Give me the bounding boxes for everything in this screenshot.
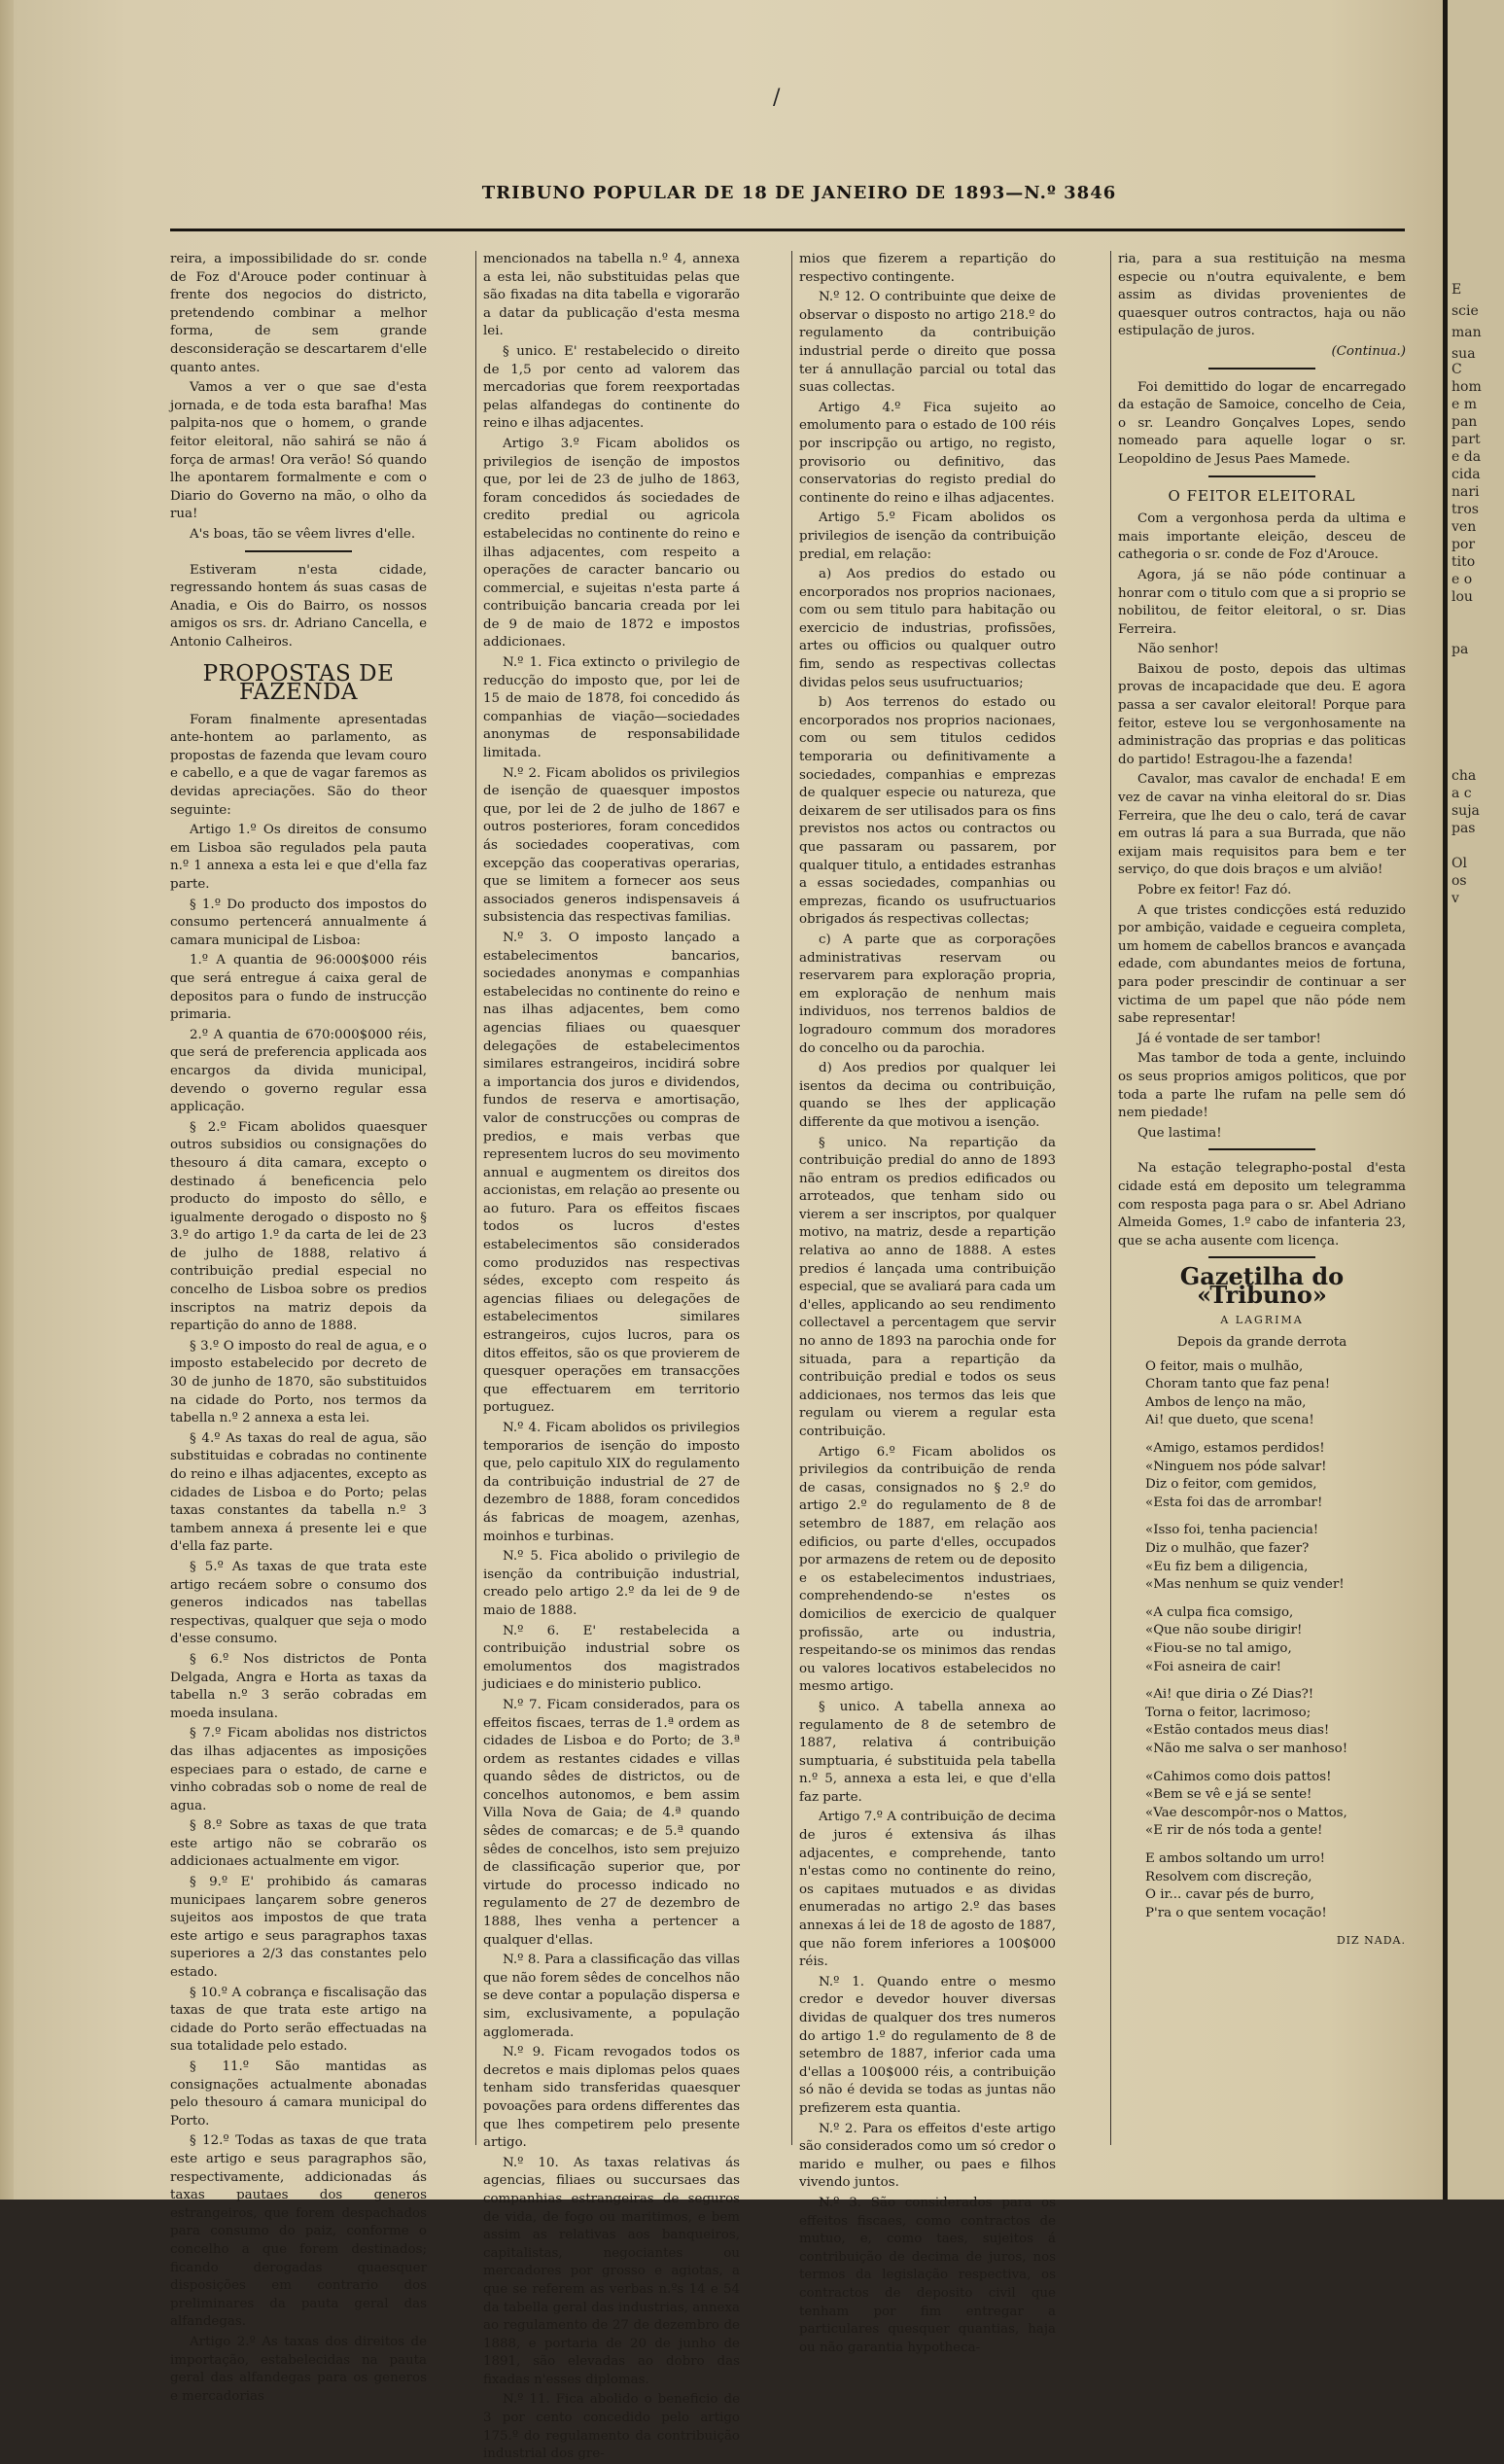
paragraph: § unico. Na repartição da contribuição predial do anno de 1893 não entram os predios edificados ou arroteados, que tenham sido ou vierem a ser inscriptos, por qualquer motivo, na matriz, desde a repartição relativa ao anno de 1888. A estes predios é lançada uma contribuição especial, que se avaliará para cada um d'elles, applicando ao seu rendimento collectavel a percentagem que servir no anno de 1893 na parochia onde for situada, para a repartição da contribuição predial e todos os seus addicionaes, nos termos das leis que regulam ou vierem a regular esta contribuição.: [799, 1135, 1056, 1439]
verse-line: «Bem se vê e já se sente!: [1145, 1787, 1312, 1803]
section-title-gazetilha: Gazetilha do «Tribuno»: [1179, 1262, 1345, 1309]
paragraph: Agora, já se não póde continuar a honrar com o titulo com que a si proprio se nobilitou, de feitor eleitoral, o sr. Dias Ferreira.: [1118, 567, 1406, 637]
paragraph: N.º 1. Quando entre o mesmo credor e devedor houver diversas dividas de qualquer dos tres numeros do artigo 1.º do regulamento de 8 de setembro de 1887, inferior cada uma d'ellas a 100$000 réis, a contribuição só não é devida se todas as juntas não prefizerem esta quantia.: [799, 1974, 1056, 2116]
paragraph: N.º 10. As taxas relativas ás agencias, filiaes ou succursaes das companhias estrangeiras de seguros de vida, de fogo ou maritimos, e bem assim as relativas aos banqueiros, capitalistas, negociantes ou mercadores por grosso e agiotas, a que se referem as verbas n.ºs 14 e 54 da tabella geral das industrias, annexa ao regulamento de 27 de dezembro de 1888, e portaria de 20 de junho de 1891, são elevadas ao dobro das fixadas n'esses diplomas.: [483, 2155, 740, 2387]
next-page-fragment: por: [1452, 537, 1476, 552]
paragraph: N.º 6. E' restabelecida a contribuição industrial sobre os emolumentos dos magistrados judiciaes e do ministerio publico.: [483, 1623, 740, 1693]
next-page-fragment: pa: [1452, 642, 1469, 657]
paragraph: A's boas, tão se vêem livres d'elle.: [190, 526, 416, 542]
column-divider: [791, 251, 792, 2145]
paragraph: Mas tambor de toda a gente, incluindo os seus proprios amigos politicos, que por toda a parte lhe rufam na pelle sem dó nem piedade!: [1118, 1051, 1406, 1121]
stanza: [1118, 1604, 1406, 1676]
next-page-fragment: tros: [1452, 502, 1479, 517]
next-page-fragment: man: [1452, 325, 1482, 340]
paragraph: Artigo 2.º As taxas dos direitos de importação, estabelecidas na pauta geral das alfandegas para os generos e mercadorias: [170, 2334, 427, 2404]
separator: [1208, 368, 1315, 370]
paragraph: § 9.º E' prohibido ás camaras municipaes lançarem sobre generos sujeitos aos impostos de que trata este artigo e seus paragraphos taxas superiores a 2/3 das constantes pelo estado.: [170, 1875, 427, 1981]
paragraph: § 7.º Ficam abolidas nos districtos das ilhas adjacentes as imposições especiaes para o estado, de carne e vinho cobradas sob o nome de real de agua.: [170, 1726, 427, 1813]
verse-line: «Eu fiz bem a diligencia,: [1145, 1559, 1309, 1574]
verse-line: «Fiou-se no tal amigo,: [1145, 1640, 1292, 1656]
next-page-fragment: e da: [1452, 449, 1482, 465]
column-divider: [475, 251, 476, 2145]
paragraph: § 1.º Do producto dos impostos do consumo pertencerá annualmente á camara municipal de Lisboa:: [170, 897, 427, 948]
verse-line: «E rir de nós toda a gente!: [1145, 1823, 1323, 1839]
paragraph: mencionados na tabella n.º 4, annexa a esta lei, não substituidas pelas que são fixadas na dita tabella e vigorarão a datar da publicação d'esta mesma lei.: [483, 252, 740, 339]
paragraph: N.º 1. Fica extincto o privilegio de reducção do imposto que, por lei de 15 de maio de 1878, foi concedido ás companhias de viação—sociedades anonymas de responsabilidade limitada.: [483, 655, 740, 761]
verse-line: Diz o mulhão, que fazer?: [1145, 1541, 1310, 1556]
verse-line: E ambos soltando um urro!: [1145, 1850, 1326, 1866]
column-1: [170, 251, 427, 2404]
stanza: [1118, 1769, 1406, 1841]
column-3: [799, 251, 1056, 2355]
stanza: [1118, 1358, 1406, 1430]
next-page-fragment: hom: [1452, 379, 1482, 395]
section-title-propostas: PROPOSTAS DE FAZENDA: [202, 661, 395, 706]
paragraph: N.º 2. Ficam abolidos os privilegios de isenção de quaesquer impostos que, por lei de 2 de julho de 1867 e outros posteriores, foram concedidos ás sociedades cooperativas, com excepção das cooperativas operarias, que se limitem a fornecer aos seus associados generos indispensaveis á subsistencia das respectivas familias.: [483, 765, 740, 926]
page-number: /: [773, 86, 781, 110]
verse-line: «Ninguem nos póde salvar!: [1145, 1459, 1327, 1474]
next-page-fragment: pan: [1452, 414, 1478, 430]
verse-line: «Que não soube dirigir!: [1145, 1623, 1303, 1638]
next-page-fragment: nari: [1452, 484, 1480, 500]
paragraph: Artigo 1.º Os direitos de consumo em Lisboa são regulados pela pauta n.º 1 annexa a esta lei e que d'ella faz parte.: [170, 823, 427, 892]
paragraph: N.º 7. Ficam considerados, para os effeitos fiscaes, terras de 1.ª ordem as cidades de Lisboa e do Porto; de 3.ª ordem as restantes cidades e villas quando sêdes de districtos, ou de concelhos autonomos, e bem assim Villa Nova de Gaia; de 4.ª quando sêdes de comarcas; e de 5.ª quando sêdes de concelhos, isto sem prejuizo de classificação superior que, por virtude do processo indicado no regulamento de 27 de dezembro de 1888, lhes venha a pertencer a qualquer d'ellas.: [483, 1697, 740, 1948]
paragraph: Já é vontade de ser tambor!: [1137, 1031, 1321, 1046]
verse-line: «Mas nenhum se quiz vender!: [1145, 1577, 1345, 1593]
verse-line: Ai! que dueto, que scena!: [1145, 1413, 1314, 1428]
verse-line: Resolvem com discreção,: [1145, 1869, 1312, 1884]
separator: [1208, 475, 1315, 477]
stanza: [1118, 1686, 1406, 1758]
next-page-fragment: tito: [1452, 554, 1476, 570]
paragraph: a) Aos predios do estado ou encorporados nos proprios nacionaes, com ou sem titulo para habitação ou exercicio de industrias, profissões, artes ou officios ou qualquer outro fim, sendo as respectivas collectas dividas pelos seus usufructuarios;: [799, 567, 1056, 690]
paragraph: Na estação telegrapho-postal d'esta cidade está em deposito um telegramma com resposta paga para o sr. Abel Adriano Almeida Gomes, 1.º cabo de infanteria 23, que se acha ausente com licença.: [1118, 1161, 1406, 1249]
paragraph: Vamos a ver o que sae d'esta jornada, e de toda esta barafha! Mas palpita-nos que o homem, o grande feitor eleitoral, não sahirá se não á força de armas! Ora verão! Só quando lhe apontarem formalmente e com o Diario do Governo na mão, o olho da rua!: [170, 380, 427, 522]
paragraph: Artigo 5.º Ficam abolidos os privilegios de isenção da contribuição predial, em relação:: [799, 510, 1056, 562]
poem-subtitle: Depois da grande derrota: [1176, 1335, 1347, 1351]
continua-note: (Continua.): [1331, 343, 1406, 359]
paragraph: N.º 4. Ficam abolidos os privilegios temporarios de isenção do imposto que, pelo capitulo XIX do regulamento da contribuição industrial de 27 de dezembro de 1888, foram concedidos ás fabricas de moagem, azenhas, moinhos e turbinas.: [483, 1421, 740, 1544]
paragraph: ria, para a sua restituição na mesma especie ou n'outra equivalente, e bem assim as dividas provenientes de quaesquer outros contractos, haja ou não estipulação de juros.: [1118, 252, 1406, 339]
paragraph: § unico. E' restabelecido o direito de 1,5 por cento ad valorem das mercadorias que forem reexportadas pelas alfandegas do continente do reino e ilhas adjacentes.: [483, 343, 740, 432]
verse-line: «Esta foi das de arrombar!: [1145, 1495, 1323, 1510]
next-page-fragment: scie: [1452, 303, 1479, 319]
paragraph: N.º 12. O contribuinte que deixe de observar o disposto no artigo 218.º do regulamento da contribuição industrial perde o direito que possa ter á annullação parcial ou total das suas collectas.: [799, 290, 1056, 396]
stanza: [1118, 1522, 1406, 1594]
verse-line: «Não me salva o ser manhoso!: [1145, 1741, 1348, 1756]
paragraph: Baixou de posto, depois das ultimas provas de incapacidade que deu. E agora passa a ser cavalor eleitoral! Porque para feitor, esteve lou se vergonhosamente na administração das proprias e das politicas do partido! Estragou-lhe a fazenda!: [1118, 661, 1406, 767]
next-page-fragment: ven: [1452, 519, 1477, 535]
next-page-fragment: cida: [1452, 467, 1481, 482]
verse-line: Ambos de lenço na mão,: [1145, 1394, 1307, 1410]
paragraph: N.º 11. Fica abolido o beneficio de 3 por cento concedido pelo artigo 175.º do regulamento da contribuição industrial dos gre-: [483, 2392, 740, 2462]
running-header: TRIBUNO POPULAR DE 18 DE JANEIRO DE 1893—N.º 3846: [481, 183, 1117, 203]
paragraph: § 4.º As taxas do real de agua, são substituidas e cobradas no continente do reino e ilhas adjacentes, excepto as cidades de Lisboa e do Porto; pelas taxas constantes da tabella n.º 3 tambem annexa á presente lei e que d'ella faz parte.: [170, 1430, 427, 1555]
next-page-fragment: e m: [1452, 397, 1478, 412]
next-page-edge: [1448, 0, 1504, 2200]
separator: [1208, 1256, 1315, 1258]
next-page-fragment: os: [1452, 873, 1467, 889]
next-page-fragment: suja: [1452, 803, 1480, 819]
verse-line: Choram tanto que faz pena!: [1145, 1377, 1331, 1392]
paragraph: Estiveram n'esta cidade, regressando hontem ás suas casas de Anadia, e Ois do Bairro, os nossos amigos os srs. dr. Adriano Cancella, e Antonio Calheiros.: [170, 562, 427, 650]
stanza: [1118, 1850, 1406, 1922]
paragraph: § 5.º As taxas de que trata este artigo recáem sobre o consumo dos generos indicados nas tabellas respectivas, qualquer que seja o modo d'esse consumo.: [170, 1559, 427, 1647]
section-title-feitor: O FEITOR ELEITORAL: [1168, 486, 1356, 505]
paragraph: Artigo 7.º A contribuição de decima de juros é extensiva ás ilhas adjacentes, e comprehende, tanto n'estas como no continente do reino, os capitaes mutuados e as dividas enumeradas no artigo 2.º das bases annexas á lei de 18 de agosto de 1887, que não forem inferiores a 100$000 réis.: [799, 1810, 1056, 1970]
paragraph: Pobre ex feitor! Faz dó.: [1137, 883, 1292, 898]
verse-line: P'ra o que sentem vocação!: [1145, 1905, 1327, 1920]
verse-line: «A culpa fica comsigo,: [1145, 1604, 1294, 1620]
paragraph: § unico. A tabella annexa ao regulamento de 8 de setembro de 1887, relativa á contribuição sumptuaria, é substituida pela tabella n.º 5, annexa a esta lei, e que d'ella faz parte.: [799, 1699, 1056, 1805]
paragraph: Não senhor!: [1137, 642, 1219, 657]
separator: [245, 550, 352, 552]
paragraph: § 10.º A cobrança e fiscalisação das taxas de que trata este artigo na cidade do Porto serão effectuadas na sua totalidade pelo estado.: [170, 1985, 427, 2055]
next-page-fragment: sua: [1452, 346, 1476, 362]
paragraph: N.º 2. Para os effeitos d'este artigo são considerados como um só credor o marido e mulher, ou paes e filhos vivendo juntos.: [799, 2121, 1056, 2191]
paragraph: § 3.º O imposto do real de agua, e o imposto estabelecido por decreto de 30 de junho de 1870, são substituidos na cidade do Porto, nos termos da tabella n.º 2 annexa a esta lei.: [170, 1338, 427, 1426]
poem: [1118, 1358, 1406, 1923]
paragraph: N.º 8. Para a classificação das villas que não forem sêdes de concelhos não se deve contar a população dispersa e sim, exclusivamente, a população agglomerada.: [483, 1953, 740, 2040]
header-rule: [170, 229, 1405, 231]
paragraph: b) Aos terrenos do estado ou encorporados nos proprios nacionaes, com ou sem titulos cedidos temporaria ou definitivamente a sociedades, companhias e emprezas de qualquer especie ou natureza, que deixarem de ser utilisados para os fins previstos nos actos ou contractos ou que passaram ou passarem, por qualquer titulo, a entidades estranhas a essas sociedades, companhias ou emprezas, ficando os usufructuarios obrigados ás respectivas collectas;: [799, 695, 1056, 928]
paragraph: § 12.º Todas as taxas de que trata este artigo e seus paragraphos são, respectivamente, addicionadas ás taxas pautaes dos generos estrangeiros, que forem despachados para consumo do paiz, conforme o concelho a que forem destinados; ficando derogadas quaesquer disposições em contrario dos preliminares da pauta geral das alfandegas.: [170, 2133, 427, 2330]
next-page-fragment: e o: [1452, 572, 1473, 587]
paragraph: 2.º A quantia de 670:000$000 réis, que será de preferencia applicada aos encargos da divida municipal, devendo o governo regular essa applicação.: [170, 1027, 427, 1115]
column-2: [483, 251, 740, 2462]
paragraph: d) Aos predios por qualquer lei isentos da decima ou contribuição, quando se lhes der applicação differente da que motivou a isenção.: [799, 1061, 1056, 1130]
paragraph: § 8.º Sobre as taxas de que trata este artigo não se cobrarão os addicionaes actualmente em vigor.: [170, 1818, 427, 1870]
paragraph: Cavalor, mas cavalor de enchada! E em vez de cavar na vinha eleitoral do sr. Dias Ferreira, que lhe deu o calo, terá de cavar em outras lá para a sua Burrada, que não exijam mais requisitos para bem e ter serviço, do que dois braços e um alvião!: [1118, 772, 1406, 878]
verse-line: O feitor, mais o mulhão,: [1145, 1358, 1304, 1374]
paragraph: § 2.º Ficam abolidos quaesquer outros subsidios ou consignações do thesouro á dita camara, excepto o destinado á beneficencia pelo producto do imposto do sêllo, e igualmente derogado o disposto no § 3.º do artigo 1.º da carta de lei de 23 de julho de 1888, relativo á contribuição predial especial no concelho de Lisboa sobre os predios inscriptos na matriz depois da repartição do anno de 1888.: [170, 1119, 427, 1334]
next-page-fragment: lou: [1452, 589, 1473, 605]
poem-title: A LAGRIMA: [1220, 1314, 1304, 1327]
column-4: [1118, 251, 1406, 2147]
next-page-fragment: a c: [1452, 786, 1472, 801]
next-page-fragment: part: [1452, 432, 1481, 447]
next-page-fragment: v: [1452, 891, 1459, 906]
next-page-fragment: pas: [1452, 821, 1476, 836]
paragraph: A que tristes condicções está reduzido por ambição, vaidade e cegueira completa, um homem de cabellos brancos e avançada edade, com abundantes meios de fortuna, para poder prescindir de continuar a ser victima de um papel que não póde nem sabe representar!: [1118, 902, 1406, 1027]
verse-line: Torna o feitor, lacrimoso;: [1145, 1705, 1312, 1720]
paragraph: Foi demittido do logar de encarregado da estação de Samoice, concelho de Ceia, o sr. Leandro Gonçalves Lopes, sendo nomeado para aquelle logar o sr. Leopoldino de Jesus Paes Mamede.: [1118, 379, 1406, 467]
paragraph: § 6.º Nos districtos de Ponta Delgada, Angra e Horta as taxas da tabella n.º 3 serão cobradas em moeda insulana.: [170, 1651, 427, 1721]
verse-line: O ir... cavar pés de burro,: [1145, 1887, 1314, 1903]
paragraph: § 11.º São mantidas as consignações actualmente abonadas pelo thesouro á camara municipal do Porto.: [170, 2059, 427, 2129]
poem-signature: DIZ NADA.: [1336, 1934, 1406, 1948]
verse-line: «Ai! que diria o Zé Dias?!: [1145, 1687, 1314, 1703]
paragraph: Artigo 4.º Fica sujeito ao emolumento para o estado de 100 réis por inscripção ou artigo, no registo, provisorio ou definitivo, das conservatorias do registo predial do continente do reino e ilhas adjacentes.: [799, 400, 1056, 506]
paragraph: 1.º A quantia de 96:000$000 réis que será entregue á caixa geral de depositos para o fundo de instrucção primaria.: [170, 953, 427, 1023]
paragraph: c) A parte que as corporações administrativas reservam ou reservarem para exploração propria, em exploração de nenhum mais individuos, nos terrenos baldios de logradouro commum dos moradores do concelho ou da parochia.: [799, 932, 1056, 1056]
paragraph: reira, a impossibilidade do sr. conde de Foz d'Arouce poder continuar à frente dos negocios do districto, pretendendo combinar a melhor forma, de sem grande desconsideração se descartarem d'elle quanto antes.: [170, 252, 427, 375]
verse-line: «Cahimos como dois pattos!: [1145, 1769, 1332, 1784]
paragraph: N.º 3. O imposto lançado a estabelecimentos bancarios, sociedades anonymas e companhias estabelecidas no continente do reino e nas ilhas adjacentes, bem como agencias filiaes ou quaesquer delegações de estabelecimentos similares estrangeiros, incidirá sobre a importancia dos juros e dividendos, fundos de reserva e amortisação, valor de construcções ou compras de predios, e mais verbas que representem lucros do seu movimento annual e augmentem os direitos dos accionistas, em relação ao presente ou ao futuro. Para os effeitos fiscaes todos os lucros d'estes estabelecimentos são considerados como produzidos nas respectivas sédes, excepto com respeito ás agencias filiaes ou delegações de estabelecimentos similares estrangeiros, cujos lucros, para os ditos effeitos, são os que provierem de quesquer operações em transacções que effectuarem em territorio portuguez.: [483, 930, 740, 1416]
verse-line: «Amigo, estamos perdidos!: [1145, 1441, 1325, 1457]
paragraph: N.º 5. Fica abolido o privilegio de isenção da contribuição industrial, creado pelo artigo 2.º da lei de 9 de maio de 1888.: [483, 1549, 740, 1618]
paragraph: Com a vergonhosa perda da ultima e mais importante eleição, desceu de cathegoria o sr. conde de Foz d'Arouce.: [1118, 511, 1406, 563]
next-page-fragment: C: [1452, 362, 1462, 377]
column-divider: [1110, 251, 1111, 2145]
paragraph: N.º 9. Ficam revogados todos os decretos e mais diplomas pelos quaes tenham sido transferidas quaesquer povoações para ordens differentes das que lhes competirem pelo presente artigo.: [483, 2045, 740, 2151]
paragraph: N.º 3. São considerados para os effeitos fiscaes, como contractos de mutuo, e, como taes, sujeitos á contribuição de decima de juros, nos termos da legislação respectiva, os contractos de deposito civil que tenham por fim entregar a particulares quesquer quantias, haja ou não garantia hypotheca-: [799, 2195, 1056, 2355]
next-page-fragment: E: [1452, 282, 1462, 298]
separator: [1208, 1148, 1315, 1150]
paragraph: Artigo 6.º Ficam abolidos os privilegios da contribuição de renda de casas, consignados no § 2.º do artigo 2.º do regulamento de 8 de setembro de 1887, em relação aos edificios, ou parte d'elles, occupados por armazens de retem ou de deposito e os estabelecimentos industriaes, comprehendendo-se n'estes os domicilios de exercicio de qualquer profissão, arte ou industria, respeitando-se os minimos das rendas ou valores locativos estabelecidos no mesmo artigo.: [799, 1444, 1056, 1695]
verse-line: «Foi asneira de cair!: [1145, 1659, 1281, 1674]
paragraph: Que lastima!: [1137, 1125, 1222, 1141]
paragraph: mios que fizerem a repartição do respectivo contingente.: [799, 252, 1056, 285]
paragraph: Foram finalmente apresentadas ante-hontem ao parlamento, as propostas de fazenda que levam couro e cabello, e a que de vagar faremos as devidas apreciações. São do theor seguinte:: [170, 712, 427, 818]
stanza: [1118, 1440, 1406, 1512]
next-page-fragment: Ol: [1452, 856, 1467, 871]
verse-line: «Estão contados meus dias!: [1145, 1723, 1330, 1739]
verse-line: «Vae descompôr-nos o Mattos,: [1145, 1805, 1347, 1820]
verse-line: «Isso foi, tenha paciencia!: [1145, 1523, 1319, 1538]
verse-line: Diz o feitor, com gemidos,: [1145, 1477, 1317, 1493]
next-page-fragment: cha: [1452, 768, 1477, 784]
paragraph: Artigo 3.º Ficam abolidos os privilegios de isenção de impostos que, por lei de 23 de julho de 1863, foram concedidos ás sociedades de credito predial ou agricola estabelecidas no continente do reino e ilhas adjacentes, com respeito a operações de caracter bancario ou commercial, e sujeitas n'esta parte á contribuição bancaria creada por lei de 9 de maio de 1872 e impostos addicionaes.: [483, 436, 740, 651]
